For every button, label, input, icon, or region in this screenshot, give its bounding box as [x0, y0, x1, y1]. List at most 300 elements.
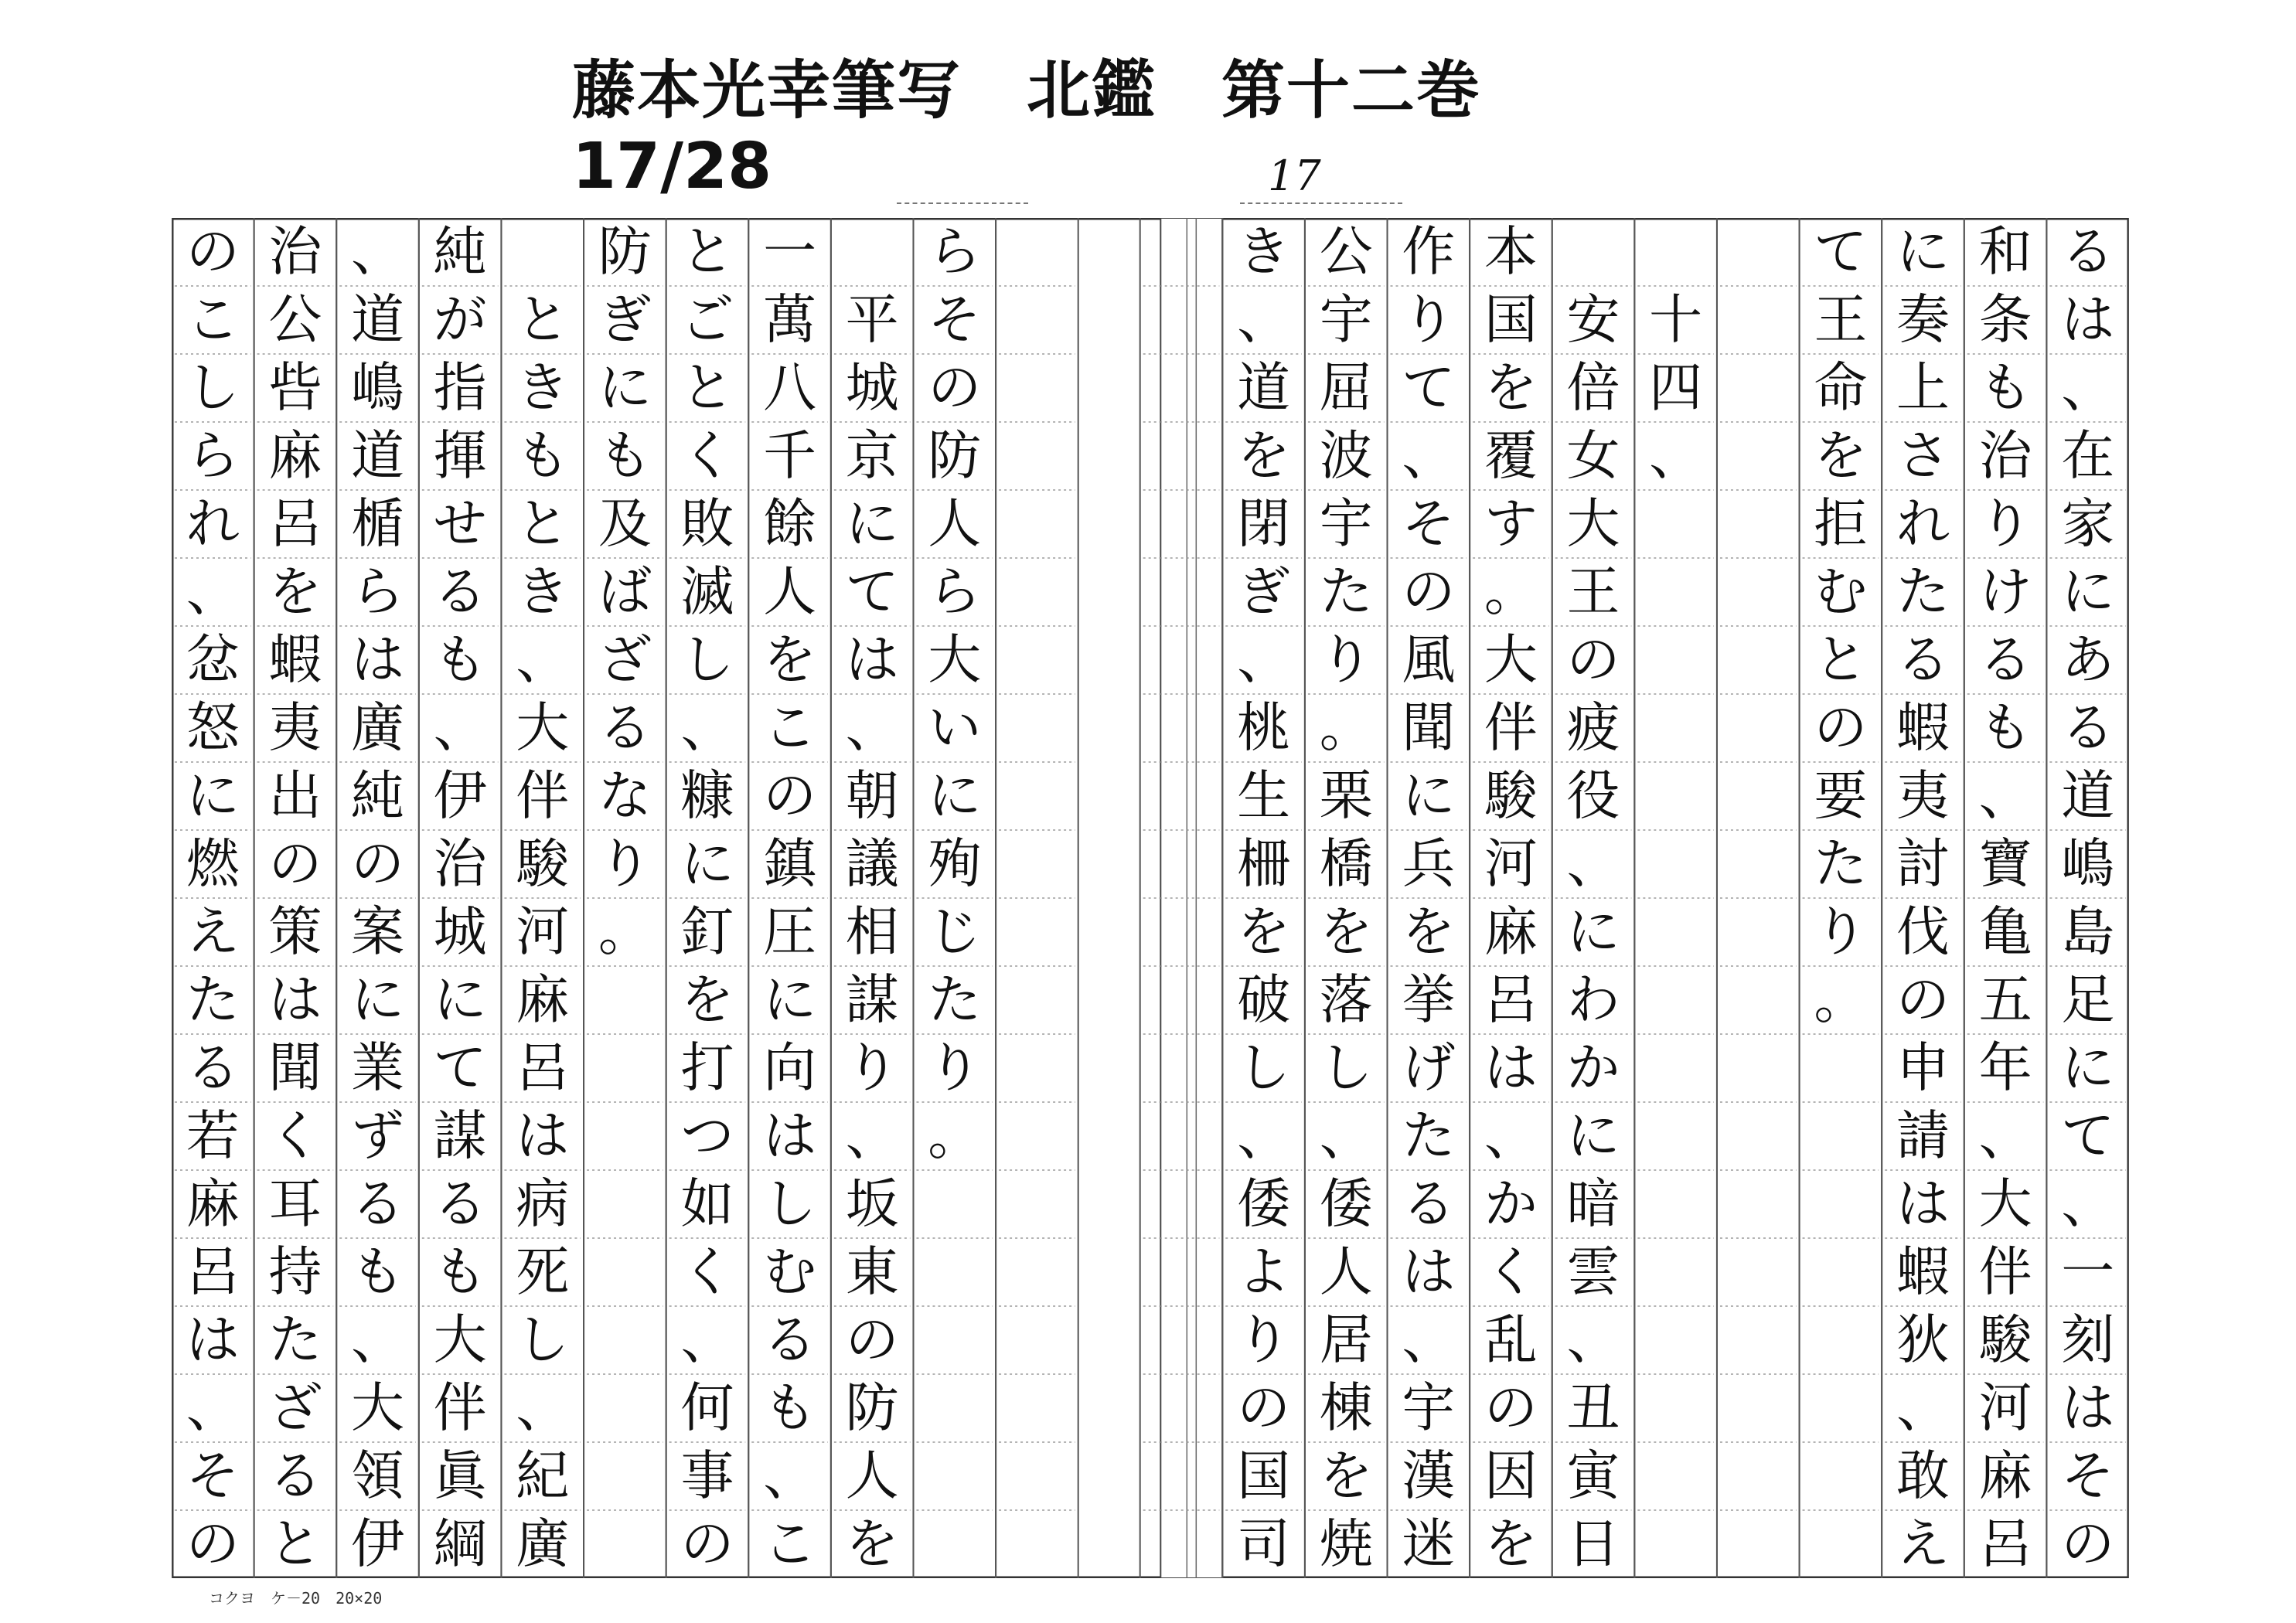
manuscript-char: 呂	[1484, 969, 1538, 1031]
manuscript-char: 、	[1402, 1309, 1456, 1371]
manuscript-char: は	[1402, 1241, 1456, 1303]
manuscript-char: の	[928, 357, 982, 419]
manuscript-char: 、	[1896, 1377, 1950, 1439]
manuscript-char: 駿	[1484, 765, 1538, 827]
manuscript-char: 如	[680, 1173, 734, 1235]
manuscript-char: 司	[1237, 1513, 1291, 1575]
manuscript-char: 領	[351, 1445, 405, 1507]
manuscript-char: 申	[1896, 1037, 1950, 1099]
manuscript-char: 宇	[1402, 1377, 1456, 1439]
manuscript-char: と	[1814, 629, 1868, 691]
manuscript-char: れ	[186, 493, 240, 555]
manuscript-char: の	[186, 1513, 240, 1575]
manuscript-char: も	[598, 425, 652, 487]
manuscript-char: る	[1978, 629, 2032, 691]
manuscript-column	[1882, 218, 1964, 1578]
manuscript-char: た	[928, 969, 982, 1031]
manuscript-char: 、	[1978, 765, 2032, 827]
manuscript-char: 。	[1319, 697, 1373, 759]
center-gutter	[1160, 218, 1222, 1578]
manuscript-char: 耳	[268, 1173, 322, 1235]
manuscript-char: 島	[2061, 901, 2115, 963]
manuscript-char: 敢	[1896, 1445, 1950, 1507]
manuscript-char: 駿	[516, 833, 570, 895]
manuscript-char: も	[351, 1241, 405, 1303]
manuscript-char: の	[1484, 1377, 1538, 1439]
manuscript-char: 怒	[186, 697, 240, 759]
manuscript-char: ざ	[598, 629, 652, 691]
manuscript-char: る	[433, 1173, 487, 1235]
manuscript-char: 道	[1237, 357, 1291, 419]
manuscript-char: 作	[1402, 221, 1456, 283]
manuscript-char: 麻	[1978, 1445, 2032, 1507]
manuscript-char: は	[1896, 1173, 1950, 1235]
manuscript-char: る	[268, 1445, 322, 1507]
manuscript-char: 人	[845, 1445, 899, 1507]
manuscript-char: の	[845, 1309, 899, 1371]
manuscript-char: 女	[1566, 425, 1620, 487]
handwritten-page-mark: 17	[1268, 151, 1321, 200]
manuscript-char: 城	[433, 901, 487, 963]
manuscript-char: も	[1978, 357, 2032, 419]
manuscript-char: 若	[186, 1105, 240, 1167]
manuscript-char: り	[598, 833, 652, 895]
manuscript-char: 防	[928, 425, 982, 487]
manuscript-char: 、	[1649, 425, 1703, 487]
manuscript-char: 条	[1978, 289, 2032, 351]
manuscript-char: 一	[763, 221, 817, 283]
manuscript-char: ず	[351, 1105, 405, 1167]
manuscript-char: 人	[928, 493, 982, 555]
manuscript-column	[666, 218, 749, 1578]
manuscript-char: 桃	[1237, 697, 1291, 759]
manuscript-char: の	[680, 1513, 734, 1575]
manuscript-column	[336, 218, 419, 1578]
manuscript-char: 向	[763, 1037, 817, 1099]
manuscript-char: り	[1978, 493, 2032, 555]
manuscript-char: 迷	[1402, 1513, 1456, 1575]
manuscript-char: し	[1237, 1037, 1291, 1099]
manuscript-char: 死	[516, 1241, 570, 1303]
manuscript-char: ぎ	[1237, 561, 1291, 623]
manuscript-char: 請	[1896, 1105, 1950, 1167]
manuscript-char: り	[1237, 1309, 1291, 1371]
manuscript-char: て	[1402, 357, 1456, 419]
manuscript-column	[1552, 218, 1635, 1578]
manuscript-char: の	[1814, 697, 1868, 759]
manuscript-char: も	[516, 425, 570, 487]
document-title: 藤本光幸筆写 北鑑 第十二巻	[572, 54, 1482, 128]
manuscript-char: 道	[351, 289, 405, 351]
manuscript-char: を	[1237, 425, 1291, 487]
manuscript-char: け	[1978, 561, 2032, 623]
manuscript-char: い	[928, 697, 982, 759]
manuscript-char: を	[1237, 901, 1291, 963]
manuscript-char: を	[1319, 901, 1373, 963]
manuscript-char: て	[1814, 221, 1868, 283]
manuscript-char: 大	[1978, 1173, 2032, 1235]
manuscript-char: 雲	[1566, 1241, 1620, 1303]
manuscript-char: 屈	[1319, 357, 1373, 419]
manuscript-char: も	[433, 1241, 487, 1303]
manuscript-char: 、	[1484, 1105, 1538, 1167]
manuscript-char: 大	[928, 629, 982, 691]
manuscript-char: 大	[433, 1309, 487, 1371]
manuscript-column	[1470, 218, 1552, 1578]
manuscript-char: 四	[1649, 357, 1703, 419]
manuscript-char: に	[2061, 561, 2115, 623]
manuscript-char: 大	[351, 1377, 405, 1439]
manuscript-char: 圧	[763, 901, 817, 963]
manuscript-char: 。	[1814, 969, 1868, 1031]
manuscript-char: る	[2061, 697, 2115, 759]
manuscript-char: く	[268, 1105, 322, 1167]
manuscript-column	[748, 218, 831, 1578]
manuscript-char: る	[598, 697, 652, 759]
manuscript-char: 本	[1484, 221, 1538, 283]
manuscript-char: こ	[763, 1513, 817, 1575]
manuscript-char: 暗	[1566, 1173, 1620, 1235]
manuscript-char: 純	[433, 221, 487, 283]
manuscript-char: わ	[1566, 969, 1620, 1031]
manuscript-char: く	[680, 425, 734, 487]
manuscript-char: る	[433, 561, 487, 623]
manuscript-char: そ	[1402, 493, 1456, 555]
manuscript-char: の	[1237, 1377, 1291, 1439]
manuscript-char: 人	[1319, 1241, 1373, 1303]
manuscript-char: の	[2061, 1513, 2115, 1575]
manuscript-char: る	[1896, 629, 1950, 691]
manuscript-char: 宇	[1319, 289, 1373, 351]
manuscript-char: と	[680, 357, 734, 419]
manuscript-char: に	[1566, 901, 1620, 963]
manuscript-column	[1305, 218, 1388, 1578]
manuscript-char: に	[351, 969, 405, 1031]
manuscript-char: 役	[1566, 765, 1620, 827]
manuscript-char: 狄	[1896, 1309, 1950, 1371]
manuscript-char: ら	[928, 561, 982, 623]
manuscript-char: つ	[680, 1105, 734, 1167]
manuscript-char: 呂	[268, 493, 322, 555]
manuscript-char: 寅	[1566, 1445, 1620, 1507]
manuscript-char: 、	[186, 561, 240, 623]
manuscript-char: 治	[433, 833, 487, 895]
manuscript-char: と	[268, 1513, 322, 1575]
manuscript-char: 道	[351, 425, 405, 487]
manuscript-char: 生	[1237, 765, 1291, 827]
manuscript-char: 。	[1484, 561, 1538, 623]
manuscript-char: 、	[351, 221, 405, 283]
manuscript-char: 千	[763, 425, 817, 487]
manuscript-char: 釘	[680, 901, 734, 963]
manuscript-char: え	[1896, 1513, 1950, 1575]
manuscript-char: た	[186, 969, 240, 1031]
manuscript-char: 、	[1237, 629, 1291, 691]
manuscript-char: 和	[1978, 221, 2032, 283]
manuscript-char: な	[598, 765, 652, 827]
manuscript-char: る	[2061, 221, 2115, 283]
manuscript-char: 持	[268, 1241, 322, 1303]
manuscript-char: ば	[598, 561, 652, 623]
manuscript-char: え	[186, 901, 240, 963]
manuscript-char: 忿	[186, 629, 240, 691]
manuscript-char: に	[186, 765, 240, 827]
manuscript-char: を	[1319, 1445, 1373, 1507]
manuscript-char: 居	[1319, 1309, 1373, 1371]
manuscript-char: 、	[516, 1377, 570, 1439]
manuscript-char: て	[2061, 1105, 2115, 1167]
manuscript-char: 鎮	[763, 833, 817, 895]
manuscript-char: 、	[1566, 833, 1620, 895]
manuscript-char: ら	[928, 221, 982, 283]
manuscript-char: 蝦	[268, 629, 322, 691]
manuscript-char: と	[516, 289, 570, 351]
manuscript-char: 事	[680, 1445, 734, 1507]
manuscript-char: 拒	[1814, 493, 1868, 555]
manuscript-char: も	[1978, 697, 2032, 759]
manuscript-char: 相	[845, 901, 899, 963]
manuscript-char: 寶	[1978, 833, 2032, 895]
manuscript-char: こ	[763, 697, 817, 759]
manuscript-char: 柵	[1237, 833, 1291, 895]
manuscript-char: 糠	[680, 765, 734, 827]
manuscript-char: 純	[351, 765, 405, 827]
manuscript-char: ざ	[268, 1377, 322, 1439]
manuscript-char: 業	[351, 1037, 405, 1099]
manuscript-char: 。	[928, 1105, 982, 1167]
manuscript-char: 朝	[845, 765, 899, 827]
manuscript-char: こ	[186, 289, 240, 351]
manuscript-char: 討	[1896, 833, 1950, 895]
manuscript-char: 治	[268, 221, 322, 283]
manuscript-char: 策	[268, 901, 322, 963]
manuscript-char: 、	[763, 1445, 817, 1507]
manuscript-char: 閉	[1237, 493, 1291, 555]
manuscript-char: 、	[1237, 289, 1291, 351]
manuscript-char: 、	[680, 1309, 734, 1371]
manuscript-char: よ	[1237, 1241, 1291, 1303]
manuscript-column	[1388, 218, 1470, 1578]
manuscript-char: 河	[516, 901, 570, 963]
manuscript-char: 年	[1978, 1037, 2032, 1099]
manuscript-char: 麻	[1484, 901, 1538, 963]
manuscript-char: に	[763, 969, 817, 1031]
manuscript-char: 呰	[268, 357, 322, 419]
manuscript-char: 指	[433, 357, 487, 419]
dashed-rule-right	[1240, 202, 1402, 204]
manuscript-char: 亀	[1978, 901, 2032, 963]
manuscript-char: 漢	[1402, 1445, 1456, 1507]
manuscript-char: を	[763, 629, 817, 691]
manuscript-char: 呂	[516, 1037, 570, 1099]
manuscript-char: し	[763, 1173, 817, 1235]
manuscript-char: る	[763, 1309, 817, 1371]
manuscript-char: り	[1319, 629, 1373, 691]
manuscript-char: る	[351, 1173, 405, 1235]
manuscript-char: の	[1896, 969, 1950, 1031]
manuscript-char: を	[845, 1513, 899, 1575]
manuscript-char: し	[1319, 1037, 1373, 1099]
manuscript-char: に	[2061, 1037, 2115, 1099]
manuscript-char: 伴	[1978, 1241, 2032, 1303]
manuscript-char: 宇	[1319, 493, 1373, 555]
manuscript-char: 嶋	[2061, 833, 2115, 895]
manuscript-char: 栗	[1319, 765, 1373, 827]
manuscript-char: す	[1484, 493, 1538, 555]
manuscript-char: の	[186, 221, 240, 283]
manuscript-char: さ	[1896, 425, 1950, 487]
manuscript-char: に	[1566, 1105, 1620, 1167]
manuscript-char: 治	[1978, 425, 2032, 487]
manuscript-char: く	[680, 1241, 734, 1303]
manuscript-char: 聞	[268, 1037, 322, 1099]
manuscript-char: は	[845, 629, 899, 691]
manuscript-char: せ	[433, 493, 487, 555]
manuscript-char: 殉	[928, 833, 982, 895]
manuscript-char: 眞	[433, 1445, 487, 1507]
manuscript-char: 滅	[680, 561, 734, 623]
manuscript-char: 防	[598, 221, 652, 283]
manuscript-char: て	[845, 561, 899, 623]
manuscript-char: る	[1402, 1173, 1456, 1235]
manuscript-char: 公	[268, 289, 322, 351]
manuscript-char: り	[1402, 289, 1456, 351]
manuscript-char: 要	[1814, 765, 1868, 827]
manuscript-char: 。	[598, 901, 652, 963]
manuscript-char: り	[1814, 901, 1868, 963]
manuscript-char: 風	[1402, 629, 1456, 691]
manuscript-char: し	[680, 629, 734, 691]
manuscript-char: れ	[1896, 493, 1950, 555]
manuscript-char: 伊	[351, 1513, 405, 1575]
manuscript-char: 焼	[1319, 1513, 1373, 1575]
manuscript-char: 、	[845, 1105, 899, 1167]
manuscript-char: は	[763, 1105, 817, 1167]
manuscript-char: た	[268, 1309, 322, 1371]
manuscript-column	[172, 218, 254, 1578]
manuscript-char: 、	[1402, 425, 1456, 487]
manuscript-char: 河	[1978, 1377, 2032, 1439]
manuscript-char: た	[1319, 561, 1373, 623]
manuscript-char: 丑	[1566, 1377, 1620, 1439]
manuscript-char: き	[1237, 221, 1291, 283]
manuscript-char: じ	[928, 901, 982, 963]
manuscript-char: 呂	[186, 1241, 240, 1303]
manuscript-char: ぎ	[598, 289, 652, 351]
manuscript-char: 安	[1566, 289, 1620, 351]
manuscript-char: む	[763, 1241, 817, 1303]
manuscript-char: 大	[1484, 629, 1538, 691]
manuscript-char: た	[1896, 561, 1950, 623]
manuscript-char: 案	[351, 901, 405, 963]
manuscript-char: 公	[1319, 221, 1373, 283]
manuscript-column	[419, 218, 502, 1578]
manuscript-char: げ	[1402, 1037, 1456, 1099]
manuscript-char: 麻	[516, 969, 570, 1031]
manuscript-char: は	[2061, 289, 2115, 351]
manuscript-char: 倍	[1566, 357, 1620, 419]
manuscript-char: る	[186, 1037, 240, 1099]
manuscript-char: し	[516, 1309, 570, 1371]
manuscript-char: 十	[1649, 289, 1703, 351]
manuscript-char: 、	[186, 1377, 240, 1439]
manuscript-char: 平	[845, 289, 899, 351]
manuscript-char: 一	[2061, 1241, 2115, 1303]
manuscript-char: 波	[1319, 425, 1373, 487]
manuscript-column	[913, 218, 996, 1578]
manuscript-char: く	[1484, 1241, 1538, 1303]
manuscript-char: 夷	[1896, 765, 1950, 827]
manuscript-char: 聞	[1402, 697, 1456, 759]
manuscript-char: 城	[845, 357, 899, 419]
manuscript-char: 、	[1566, 1309, 1620, 1371]
manuscript-char: の	[268, 833, 322, 895]
manuscript-char: 上	[1896, 357, 1950, 419]
manuscript-char: 日	[1566, 1513, 1620, 1575]
manuscript-char: ら	[186, 425, 240, 487]
manuscript-char: 倭	[1237, 1173, 1291, 1235]
manuscript-char: 大	[1566, 493, 1620, 555]
page-number: 17/28	[572, 130, 772, 203]
manuscript-char: 燃	[186, 833, 240, 895]
manuscript-char: 五	[1978, 969, 2032, 1031]
manuscript-char: 、	[845, 697, 899, 759]
manuscript-grid	[172, 218, 2129, 1578]
manuscript-char: 京	[845, 425, 899, 487]
manuscript-char: 奏	[1896, 289, 1950, 351]
manuscript-char: 国	[1237, 1445, 1291, 1507]
manuscript-char: 伴	[433, 1377, 487, 1439]
manuscript-char: そ	[928, 289, 982, 351]
manuscript-char: を	[1402, 901, 1456, 963]
manuscript-char: 、	[433, 697, 487, 759]
manuscript-char: を	[1814, 425, 1868, 487]
manuscript-char: 廣	[516, 1513, 570, 1575]
manuscript-char: 、	[2061, 357, 2115, 419]
manuscript-char: を	[1484, 357, 1538, 419]
manuscript-char: の	[351, 833, 405, 895]
manuscript-char: 綱	[433, 1513, 487, 1575]
manuscript-char: 疲	[1566, 697, 1620, 759]
manuscript-column	[1964, 218, 2047, 1578]
manuscript-char: 紀	[516, 1445, 570, 1507]
manuscript-char: 、	[1978, 1105, 2032, 1167]
manuscript-char: 国	[1484, 289, 1538, 351]
manuscript-char: 麻	[186, 1173, 240, 1235]
manuscript-char: 駿	[1978, 1309, 2032, 1371]
manuscript-char: を	[268, 561, 322, 623]
manuscript-char: 兵	[1402, 833, 1456, 895]
manuscript-char: 打	[680, 1037, 734, 1099]
manuscript-char: 覆	[1484, 425, 1538, 487]
manuscript-char: も	[433, 629, 487, 691]
manuscript-char: 王	[1566, 561, 1620, 623]
manuscript-column	[1140, 218, 1223, 1578]
manuscript-column	[831, 218, 914, 1578]
manuscript-char: 因	[1484, 1445, 1538, 1507]
manuscript-char: 敗	[680, 493, 734, 555]
manuscript-char: 挙	[1402, 969, 1456, 1031]
manuscript-char: 、	[1319, 1105, 1373, 1167]
manuscript-char: し	[186, 357, 240, 419]
manuscript-char: の	[1402, 561, 1456, 623]
manuscript-char: て	[433, 1037, 487, 1099]
paper-brand-mark: コクヨ ケ－20 20×20	[209, 1589, 383, 1608]
manuscript-column	[1800, 218, 1882, 1578]
manuscript-char: 、	[516, 629, 570, 691]
manuscript-char: は	[351, 629, 405, 691]
manuscript-char: に	[1896, 221, 1950, 283]
